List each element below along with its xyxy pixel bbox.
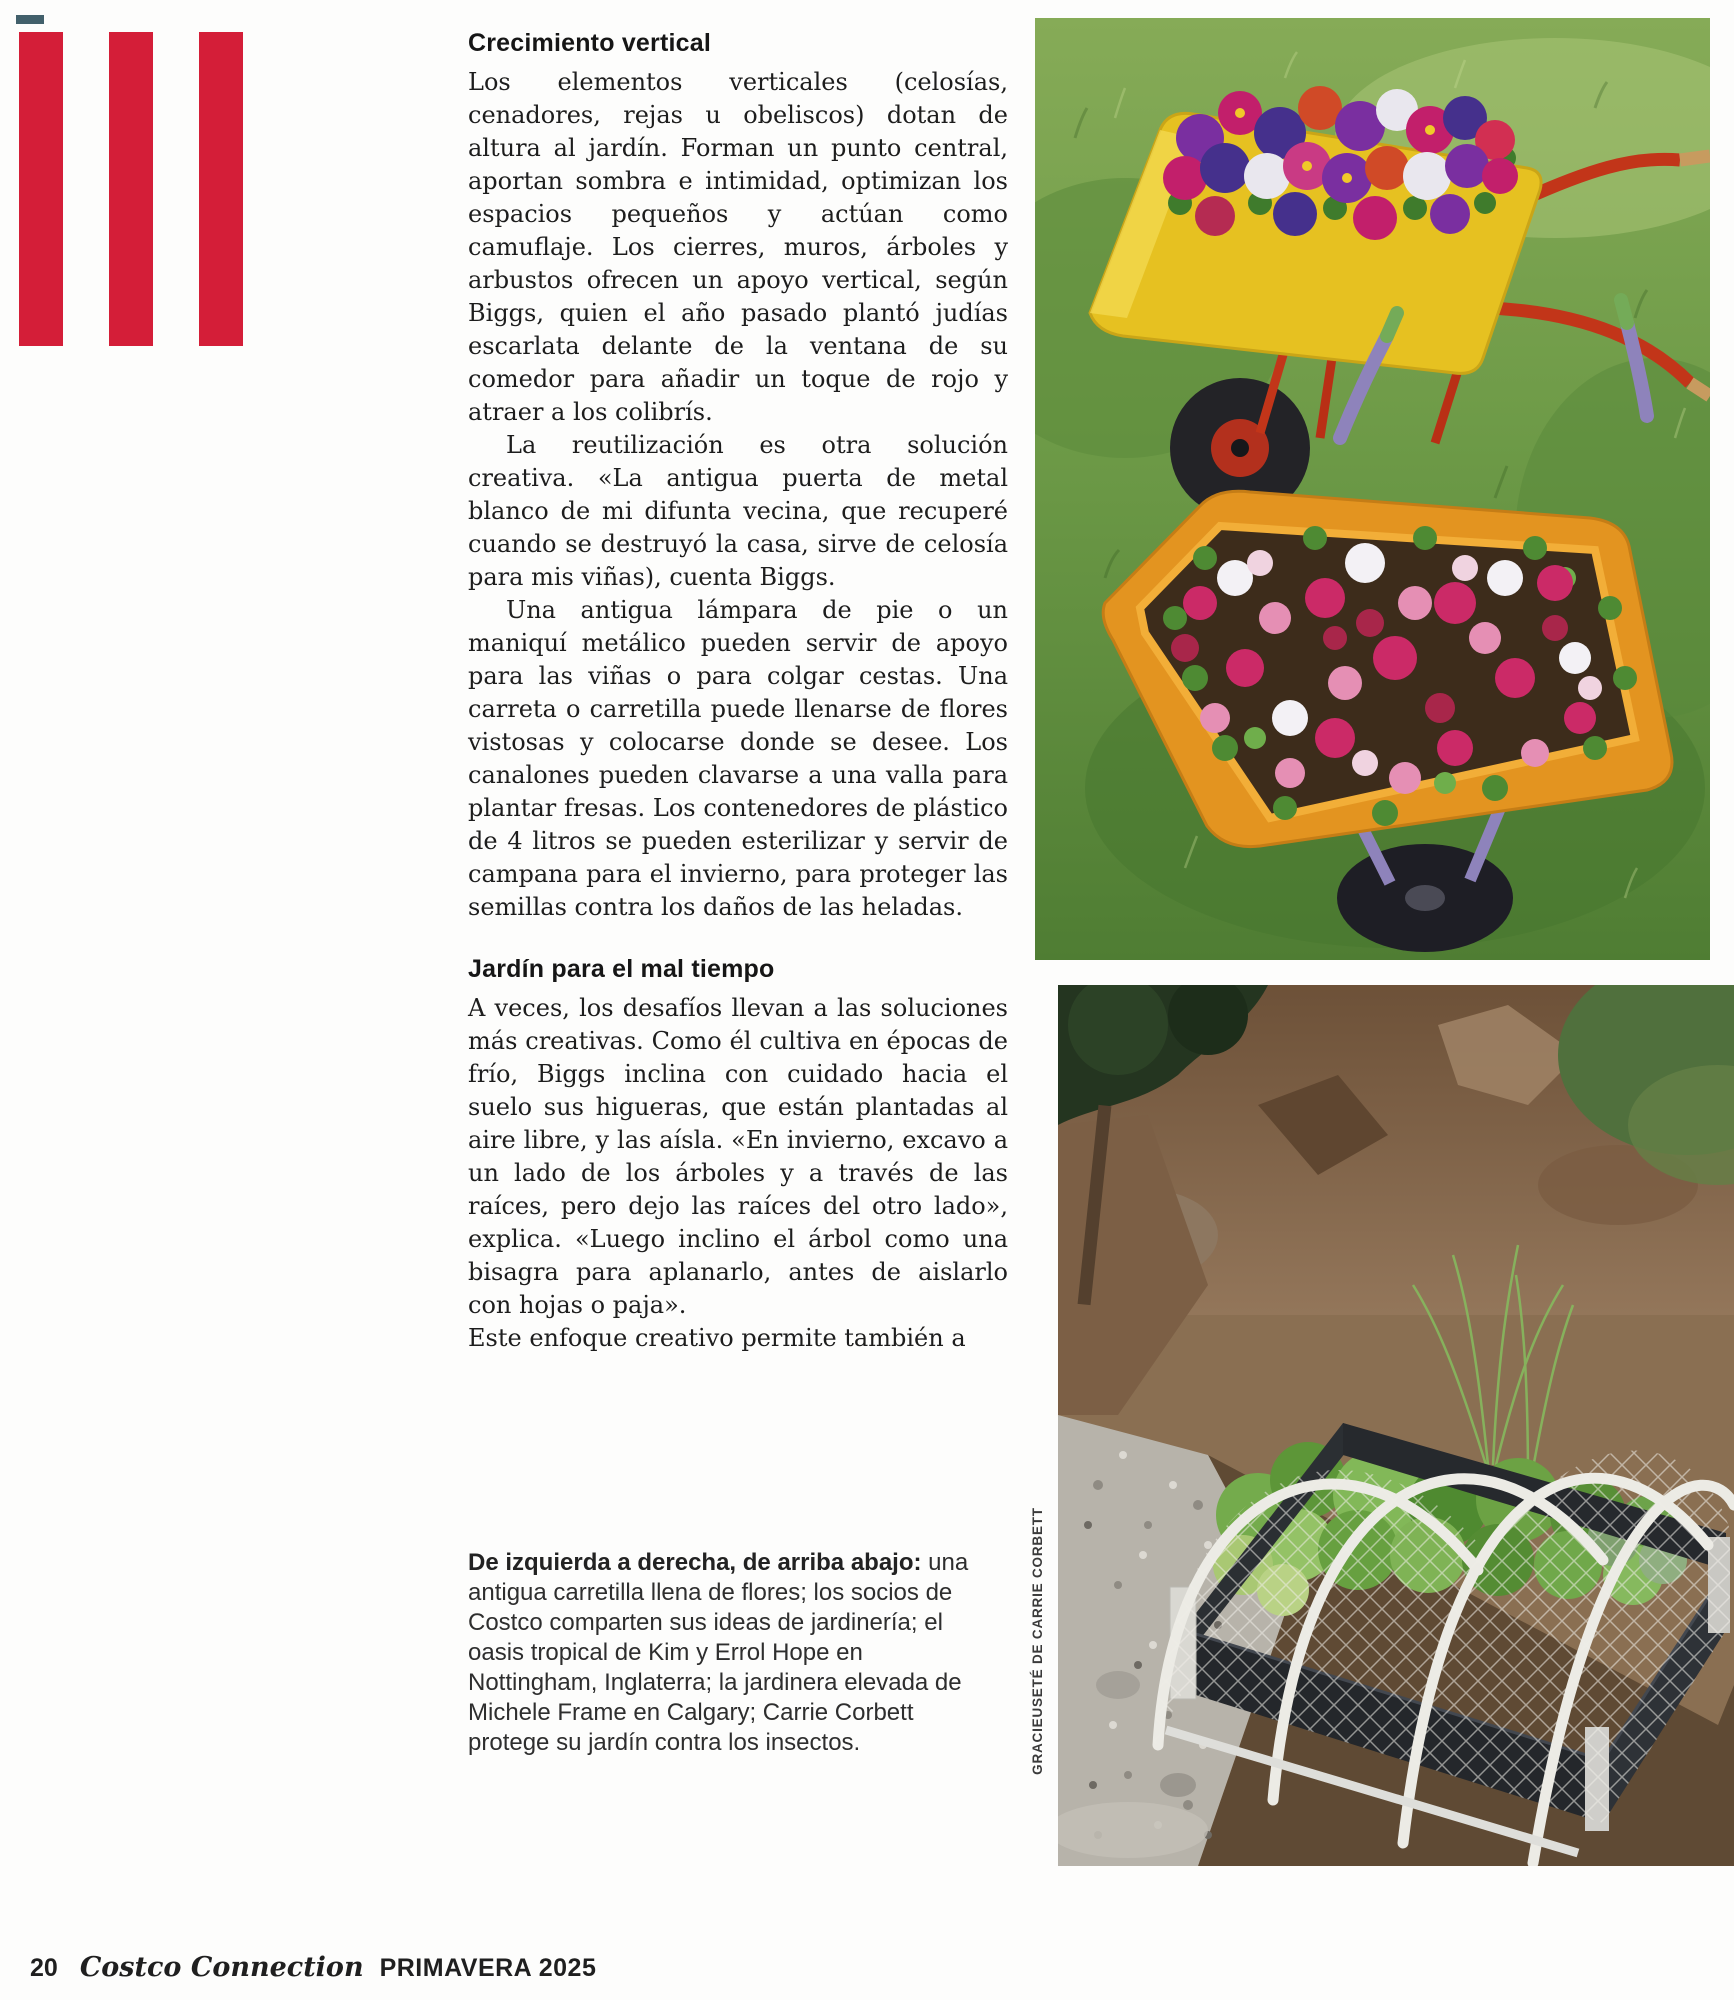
paragraph: La reutilización es otra solución creativa. «La antigua puerta de metal blanco de mi difunta vecina, que recuperé cuando se destruyó la casa, sirve de celosía para mis viñas), cuenta Biggs. [468,431,1008,591]
section-heading-bad-weather-garden: Jardín para el mal tiempo [468,955,775,983]
magazine-name: Costco Connection [79,1952,364,1983]
paragraph: A veces, los desafíos llevan a las soluciones más creativas. Como él cultiva en épocas de frío, Biggs inclina con cuidado hacia el suelo sus higueras, que están plantadas al aire libre, y las aísla. «En invierno, excavo a un lado de los árboles y a través de las raíces, pero dejo las raíces del otro lado», explica. «Luego inclino el árbol como una bisagra para aplanarlo, antes de aislarlo con hojas o paja». [468,994,1008,1319]
section-heading-vertical-growth: Crecimiento vertical [468,29,711,57]
page-number: 20 [30,1954,58,1982]
red-bar-3 [199,32,243,346]
red-bar-1 [19,32,63,346]
photo-credit: GRACIEUSETÉ DE CARRIE CORBETT [1030,1507,1045,1775]
article-column [468,28,1008,1355]
caption-lead: De izquierda a derecha, de arriba abajo: [468,1549,922,1576]
issue-label: PRIMAVERA 2025 [379,1954,597,1982]
caption-body: una antigua carretilla llena de flores; los socios de Costco comparten sus ideas de jardinería; el oasis tropical de Kim y Errol Hope en Nottingham, Inglaterra; la jardinera elevada de Michele Frame en Calgary; Carrie Corbett protege su jardín contra los insectos. [468,1549,969,1756]
corner-mark [16,15,44,24]
paragraph: Este enfoque creativo permite también a [468,1324,966,1352]
page-footer [30,1952,596,1983]
paragraph: Los elementos verticales (celosías, cenadores, rejas u obeliscos) dotan de altura al jardín. Forman un punto central, aportan sombra e intimidad, optimizan los espacios pequeños y actúan como camuflaje. Los cierres, muros, árboles y arbustos ofrecen un apoyo vertical, según Biggs, quien el año pasado plantó judías escarlata delante de la ventana de su comedor para añadir un toque de rojo y atraer a los colibrís. [468,68,1008,426]
photo-garden-bed-wire [1058,985,1734,1866]
red-bar-2 [109,32,153,346]
photo-caption [468,1548,973,1758]
photo-wheelbarrows-flowers [1035,18,1710,960]
paragraph: Una antigua lámpara de pie o un maniquí metálico pueden servir de apoyo para las viñas o para colgar cestas. Una carreta o carretilla puede llenarse de flores vistosas y colocarse donde se desee. Los canalones pueden clavarse a una valla para plantar fresas. Los contenedores de plástico de 4 litros se pueden esterilizar y servir de campana para el invierno, para proteger las semillas contra los daños de las heladas. [468,596,1008,921]
